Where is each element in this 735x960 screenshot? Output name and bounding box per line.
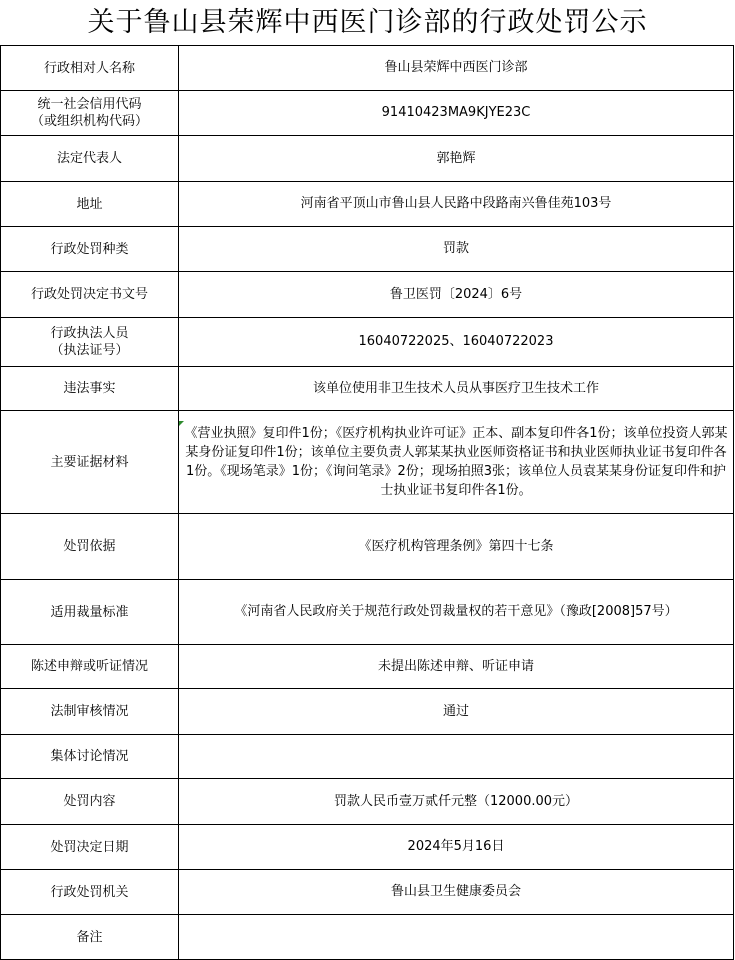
label-penalty-authority: 行政处罚机关 — [1, 870, 179, 915]
row-legal-review — [1, 689, 734, 735]
value-remarks — [179, 915, 734, 960]
label-collective-discussion: 集体讨论情况 — [1, 735, 179, 779]
row-credit-code — [1, 91, 734, 136]
value-defense-hearing: 未提出陈述申辩、听证申请 — [179, 645, 734, 689]
row-evidence — [1, 411, 734, 514]
label-decision-number: 行政处罚决定书文号 — [1, 272, 179, 318]
value-legal-representative: 郭艳辉 — [179, 136, 734, 182]
value-party-name: 鲁山县荣辉中西医门诊部 — [179, 46, 734, 91]
value-legal-review: 通过 — [179, 689, 734, 735]
value-penalty-content: 罚款人民币壹万贰仟元整（12000.00元） — [179, 779, 734, 825]
row-address — [1, 182, 734, 227]
value-decision-number: 鲁卫医罚〔2024〕6号 — [179, 272, 734, 318]
value-penalty-authority: 鲁山县卫生健康委员会 — [179, 870, 734, 915]
value-decision-date: 2024年5月16日 — [179, 825, 734, 870]
value-address: 河南省平顶山市鲁山县人民路中段路南兴鲁佳苑103号 — [179, 182, 734, 227]
label-evidence: 主要证据材料 — [1, 411, 179, 514]
label-penalty-type: 行政处罚种类 — [1, 227, 179, 272]
value-evidence-text: 《营业执照》复印件1份；《医疗机构执业许可证》正本、副本复印件各1份；该单位投资人郭某某身份证复印件1份；该单位主要负责人郭某某执业医师资格证书和执业医师执业证书复印件各1份。《现场笔录》1份；《询问笔录》2份；现场拍照3张；该单位人员袁某某身份证复印件和护士执业证书复印件各1份。 — [184, 426, 728, 498]
row-enforcement-officers — [1, 318, 734, 367]
label-legal-review: 法制审核情况 — [1, 689, 179, 735]
row-penalty-authority — [1, 870, 734, 915]
value-discretion-standard: 《河南省人民政府关于规范行政处罚裁量权的若干意见》（豫政[2008]57号） — [179, 580, 734, 645]
value-penalty-basis: 《医疗机构管理条例》第四十七条 — [179, 514, 734, 580]
label-violation-facts: 违法事实 — [1, 367, 179, 411]
row-violation-facts — [1, 367, 734, 411]
cell-comment-marker-icon — [179, 421, 184, 426]
row-discretion-standard — [1, 580, 734, 645]
label-remarks: 备注 — [1, 915, 179, 960]
document-title: 关于鲁山县荣辉中西医门诊部的行政处罚公示 — [87, 7, 648, 38]
value-credit-code: 91410423MA9KJYE23C — [179, 91, 734, 136]
label-credit-code-line1: 统一社会信用代码 — [37, 97, 142, 112]
value-evidence — [179, 411, 734, 514]
value-enforcement-officers: 16040722025、16040722023 — [179, 318, 734, 367]
row-penalty-basis — [1, 514, 734, 580]
label-legal-representative: 法定代表人 — [1, 136, 179, 182]
row-defense-hearing — [1, 645, 734, 689]
row-decision-number — [1, 272, 734, 318]
label-decision-date: 处罚决定日期 — [1, 825, 179, 870]
row-remarks — [1, 915, 734, 960]
label-credit-code — [1, 91, 179, 136]
value-penalty-type: 罚款 — [179, 227, 734, 272]
label-enforcement-officers-line2: （执法证号） — [50, 343, 129, 358]
label-discretion-standard: 适用裁量标准 — [1, 580, 179, 645]
row-decision-date — [1, 825, 734, 870]
row-penalty-content — [1, 779, 734, 825]
row-penalty-type — [1, 227, 734, 272]
label-credit-code-line2: （或组织机构代码） — [30, 114, 148, 129]
row-party-name — [1, 46, 734, 91]
value-collective-discussion — [179, 735, 734, 779]
label-enforcement-officers — [1, 318, 179, 367]
label-defense-hearing: 陈述申辩或听证情况 — [1, 645, 179, 689]
label-penalty-basis: 处罚依据 — [1, 514, 179, 580]
label-party-name: 行政相对人名称 — [1, 46, 179, 91]
row-collective-discussion — [1, 735, 734, 779]
label-address: 地址 — [1, 182, 179, 227]
row-legal-representative — [1, 136, 734, 182]
value-violation-facts: 该单位使用非卫生技术人员从事医疗卫生技术工作 — [179, 367, 734, 411]
label-enforcement-officers-line1: 行政执法人员 — [50, 326, 129, 341]
penalty-info-table — [0, 45, 734, 960]
label-penalty-content: 处罚内容 — [1, 779, 179, 825]
